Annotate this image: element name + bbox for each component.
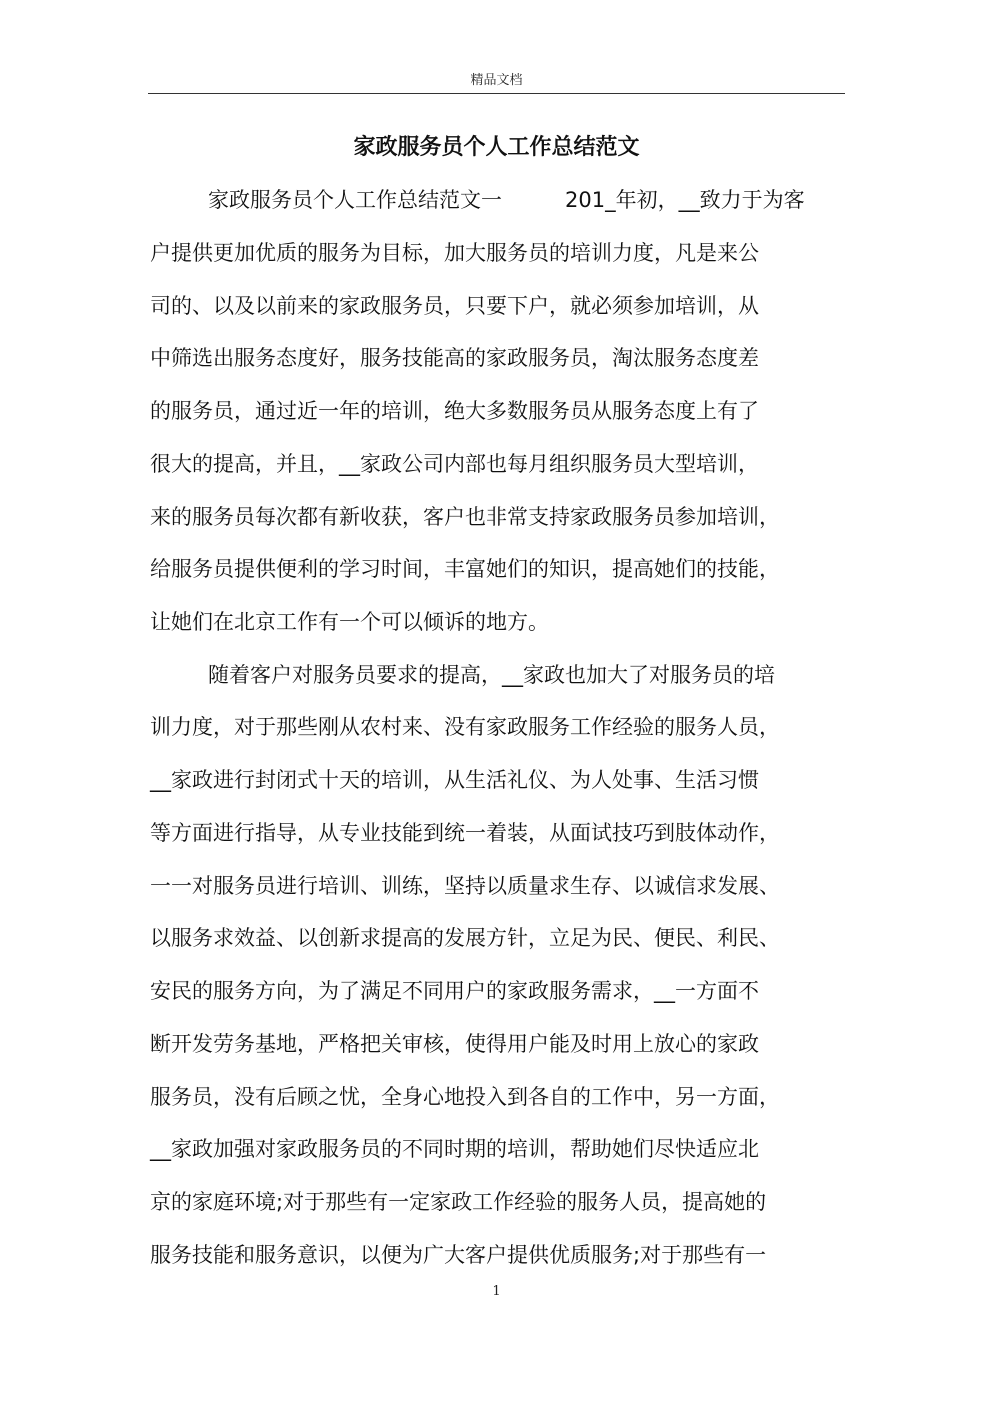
body-line: __家政加强对家政服务员的不同时期的培训，帮助她们尽快适应北 <box>150 1137 759 1161</box>
body-line: 给服务员提供便利的学习时间，丰富她们的知识，提高她们的技能， <box>150 557 780 581</box>
body-line: 以服务求效益、以创新求提高的发展方针，立足为民、便民、利民、 <box>150 926 780 950</box>
body-line: 京的家庭环境;对于那些有一定家政工作经验的服务人员，提高她的 <box>150 1190 767 1214</box>
body-line: 来的服务员每次都有新收获，客户也非常支持家政服务员参加培训， <box>150 505 780 529</box>
body-line: 让她们在北京工作有一个可以倾诉的地方。 <box>150 610 549 634</box>
body-line: 家政服务员个人工作总结范文一 201_年初，__致力于为客 <box>208 188 805 212</box>
body-line: 户提供更加优质的服务为目标，加大服务员的培训力度，凡是来公 <box>150 241 759 265</box>
body-line: 断开发劳务基地，严格把关审核，使得用户能及时用上放心的家政 <box>150 1032 759 1056</box>
body-line: 司的、以及以前来的家政服务员，只要下户，就必须参加培训，从 <box>150 294 759 318</box>
document-title: 家政服务员个人工作总结范文 <box>353 134 640 160</box>
body-line: __家政进行封闭式十天的培训，从生活礼仪、为人处事、生活习惯 <box>150 768 759 792</box>
body-line: 服务技能和服务意识，以便为广大客户提供优质服务;对于那些有一 <box>150 1243 767 1267</box>
body-line: 很大的提高，并且，__家政公司内部也每月组织服务员大型培训， <box>150 452 759 476</box>
body-line: 一一对服务员进行培训、训练，坚持以质量求生存、以诚信求发展、 <box>150 874 780 898</box>
body-line: 安民的服务方向，为了满足不同用户的家政服务需求，__一方面不 <box>150 979 759 1003</box>
body-line: 训力度，对于那些刚从农村来、没有家政服务工作经验的服务人员， <box>150 715 780 739</box>
body-line: 随着客户对服务员要求的提高，__家政也加大了对服务员的培 <box>208 663 775 687</box>
body-line: 的服务员，通过近一年的培训，绝大多数服务员从服务态度上有了 <box>150 399 759 423</box>
body-line: 服务员，没有后顾之忧，全身心地投入到各自的工作中，另一方面， <box>150 1085 780 1109</box>
header-divider <box>148 93 845 94</box>
body-line: 等方面进行指导，从专业技能到统一着装，从面试技巧到肢体动作， <box>150 821 780 845</box>
body-line: 中筛选出服务态度好，服务技能高的家政服务员，淘汰服务态度差 <box>150 346 759 370</box>
page-header-label: 精品文档 <box>470 73 523 88</box>
page-number: 1 <box>492 1284 501 1299</box>
